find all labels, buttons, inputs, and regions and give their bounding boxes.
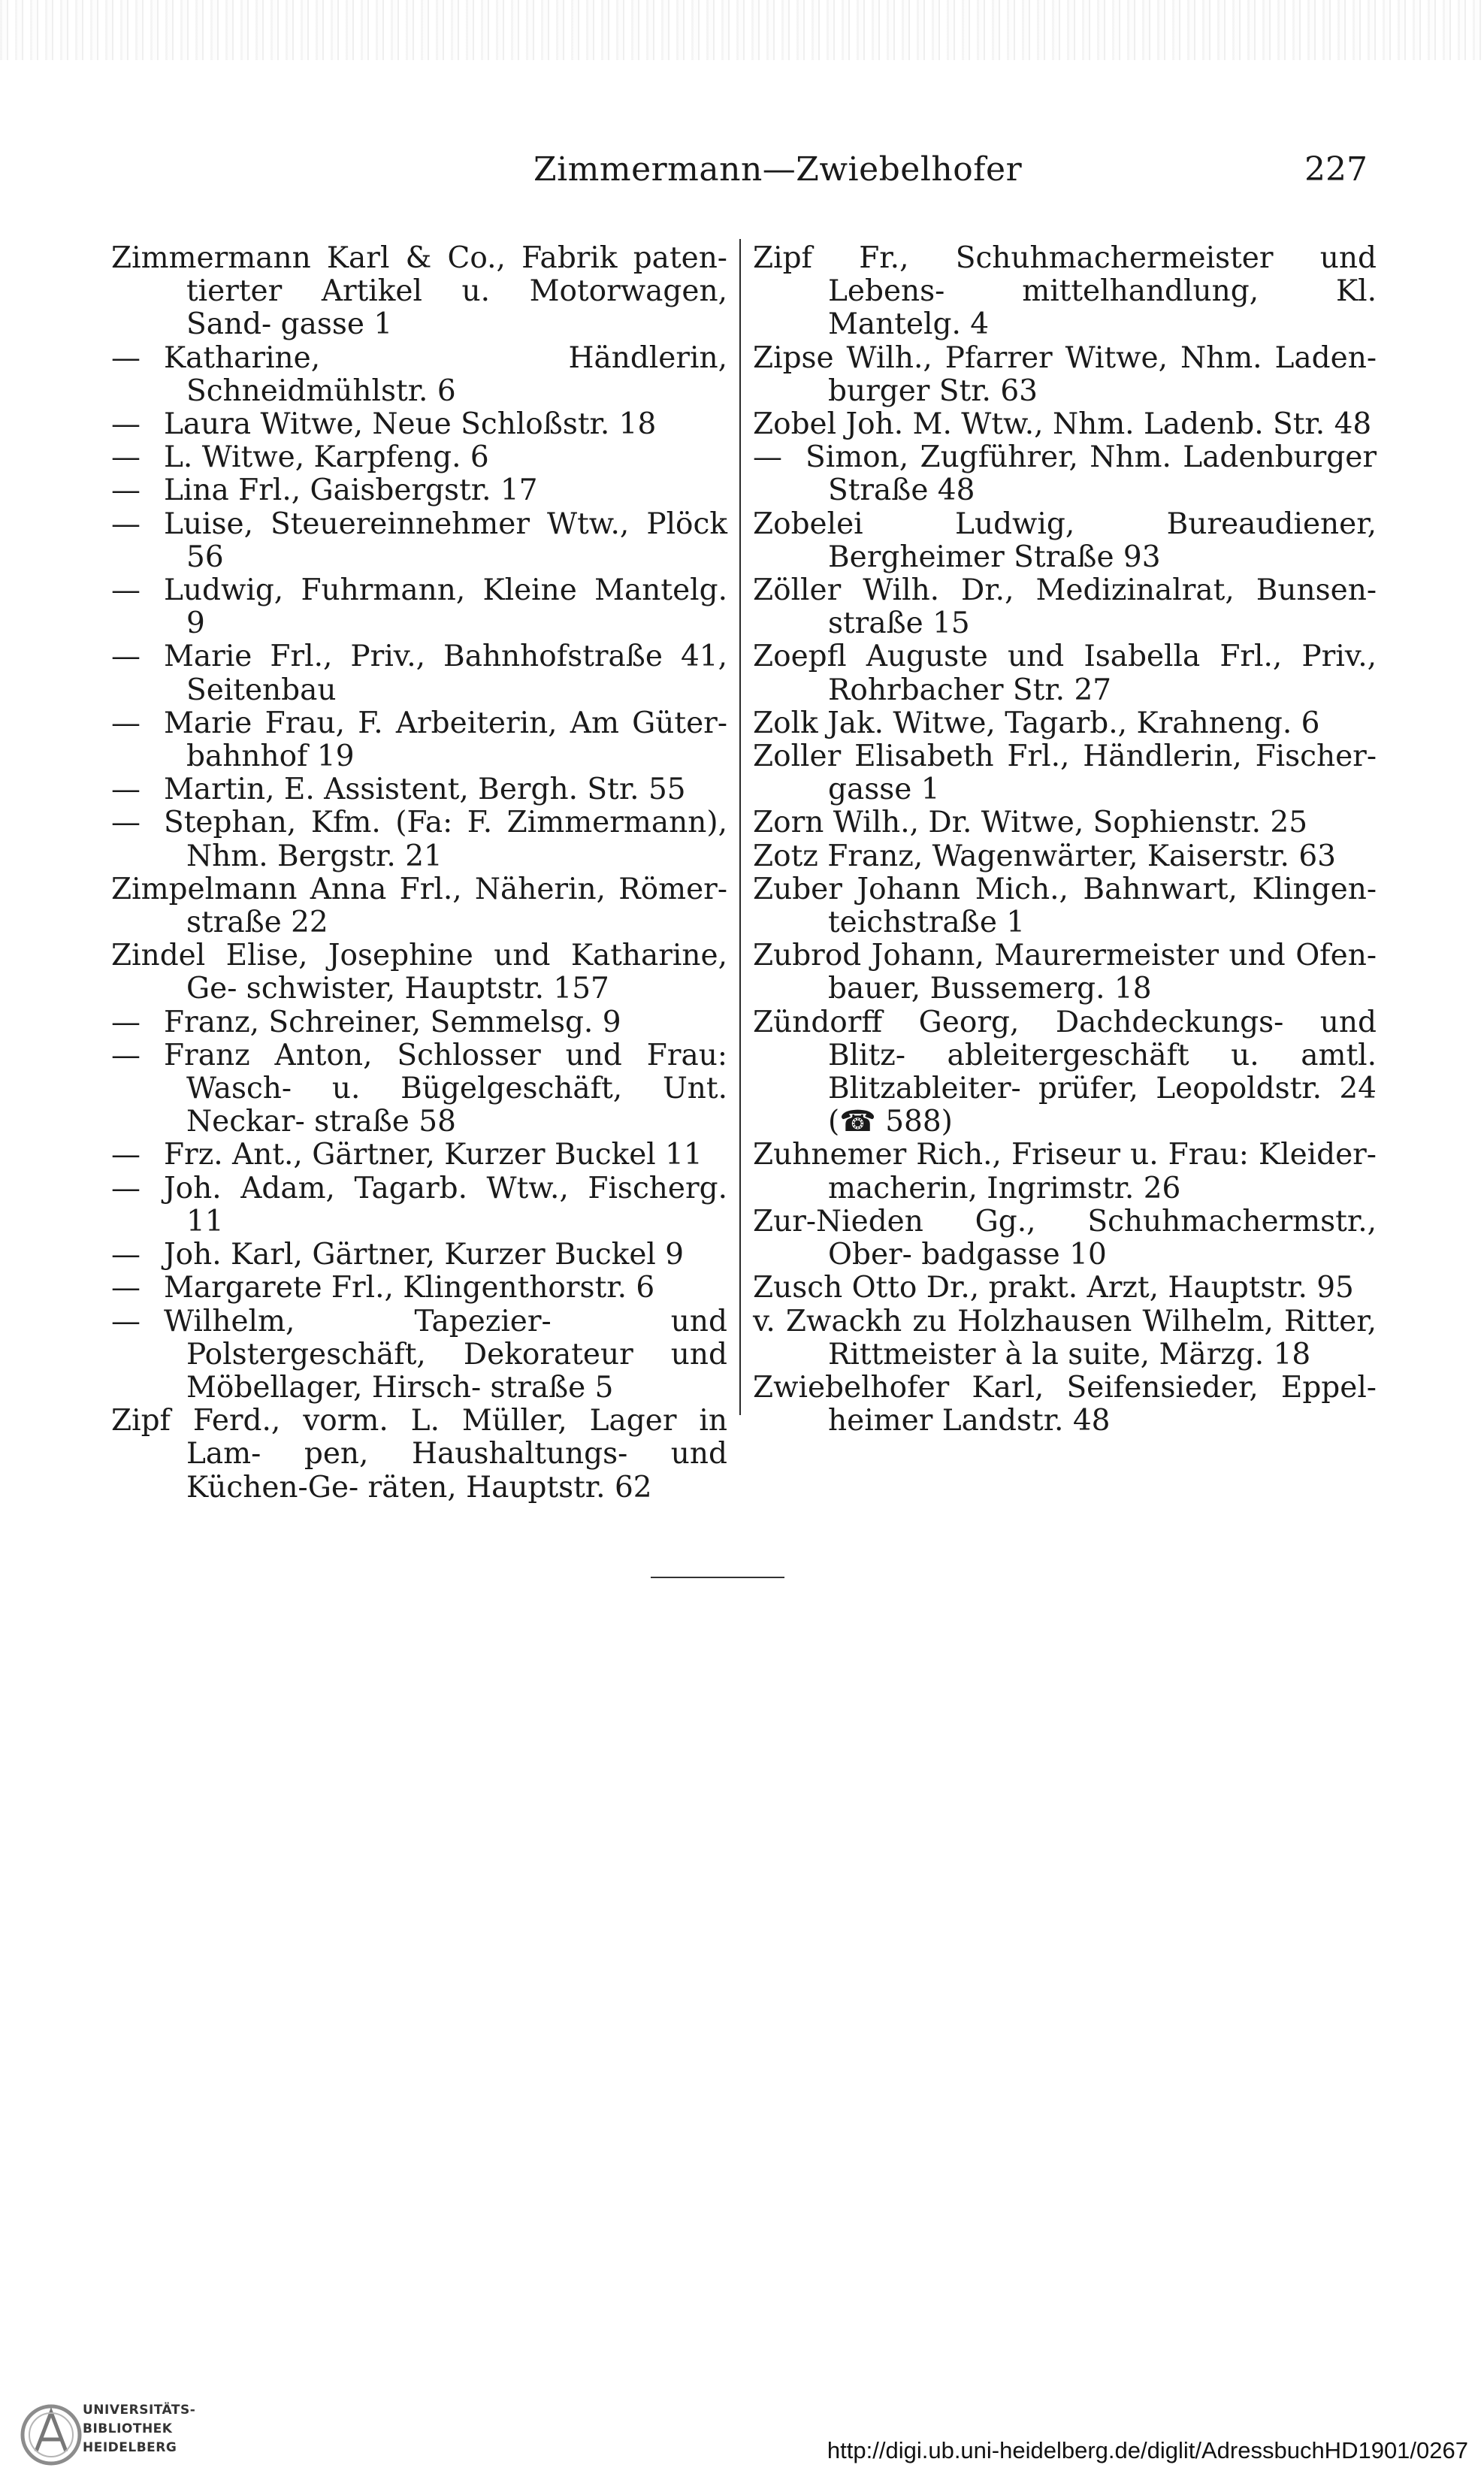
repeat-dash: — <box>111 1138 141 1172</box>
directory-entry <box>111 574 727 640</box>
entry-text: Zobelei Ludwig, Bureaudiener, Bergheimer Straße 93 <box>753 507 1377 574</box>
directory-entry <box>753 740 1377 806</box>
entry-text: Franz, Schreiner, Semmelsg. 9 <box>164 1005 621 1039</box>
entry-text: Zöller Wilh. Dr., Medizinalrat, Bunsen- straße 15 <box>753 573 1377 641</box>
directory-entry <box>111 939 727 1006</box>
repeat-dash: — <box>753 440 782 475</box>
directory-entry <box>111 1039 727 1139</box>
repeat-dash: — <box>111 573 141 608</box>
entry-text: Zwiebelhofer Karl, Seifensieder, Eppel- heimer Landstr. 48 <box>753 1370 1377 1438</box>
entry-text: Zuber Johann Mich., Bahnwart, Klingen- teichstraße 1 <box>753 872 1377 940</box>
directory-entry <box>111 474 727 507</box>
running-head: Zimmermann—Zwiebelhofer <box>533 150 1023 189</box>
right-column <box>753 242 1377 1438</box>
entry-text: Frz. Ant., Gärtner, Kurzer Buckel 11 <box>164 1138 703 1172</box>
directory-entry <box>111 508 727 574</box>
directory-entry <box>111 873 727 939</box>
directory-entry <box>111 1272 727 1305</box>
left-column <box>111 242 727 1505</box>
repeat-dash: — <box>111 1005 141 1039</box>
scan-edge-noise <box>0 0 1484 60</box>
repeat-dash: — <box>111 773 141 807</box>
entry-text: Zindel Elise, Josephine und Katharine, Ge- schwister, Hauptstr. 157 <box>111 939 727 1006</box>
entry-text: Zubrod Johann, Maurermeister und Ofen- bauer, Bussemerg. 18 <box>753 939 1377 1006</box>
entry-text: Katharine, Händlerin, Schneidmühlstr. 6 <box>164 340 727 408</box>
directory-entry <box>111 441 727 474</box>
entry-text: Zusch Otto Dr., prakt. Arzt, Hauptstr. 95 <box>753 1271 1354 1305</box>
directory-entry <box>111 408 727 441</box>
directory-entry <box>111 1405 727 1505</box>
repeat-dash: — <box>111 806 141 840</box>
repeat-dash: — <box>111 1171 141 1205</box>
entry-text: Zipf Ferd., vorm. L. Müller, Lager in Lam- pen, Haushaltungs- und Küchen-Ge- räten, Hauptstr. 62 <box>111 1404 727 1505</box>
directory-entry <box>753 242 1377 342</box>
directory-entry <box>753 707 1377 740</box>
repeat-dash: — <box>111 1038 141 1072</box>
directory-entry <box>753 1305 1377 1372</box>
entry-text: Joh. Adam, Tagarb. Wtw., Fischerg. 11 <box>164 1171 727 1238</box>
entry-text: Zotz Franz, Wagenwärter, Kaiserstr. 63 <box>753 839 1336 873</box>
directory-entry <box>111 1305 727 1405</box>
entry-text: Zoller Elisabeth Frl., Händlerin, Fischer- gasse 1 <box>753 739 1377 807</box>
directory-entry <box>111 1139 727 1172</box>
entry-text: v. Zwackh zu Holzhausen Wilhelm, Ritter, Rittmeister à la suite, Märzg. 18 <box>753 1304 1377 1372</box>
directory-entry <box>753 806 1377 839</box>
end-rule <box>651 1577 784 1578</box>
directory-entry <box>111 342 727 408</box>
entry-text: Luise, Steuereinnehmer Wtw., Plöck 56 <box>164 507 727 574</box>
entry-text: Zündorff Georg, Dachdeckungs- und Blitz- ableitergeschäft u. amtl. Blitzableiter- prüfer, Leopoldstr. 24 (☎ 588) <box>753 1005 1377 1139</box>
entry-text: Laura Witwe, Neue Schloßstr. 18 <box>164 407 657 442</box>
repeat-dash: — <box>111 340 141 375</box>
entry-text: Zolk Jak. Witwe, Tagarb., Krahneng. 6 <box>753 706 1320 740</box>
logo-line-2: BIBLIOTHEK <box>83 2421 173 2436</box>
directory-entry <box>111 806 727 873</box>
directory-entry <box>753 1205 1377 1272</box>
entry-text: Zur-Nieden Gg., Schuhmachermstr., Ober- badgasse 10 <box>753 1204 1377 1272</box>
entry-text: Franz Anton, Schlosser und Frau: Wasch- u. Bügelgeschäft, Unt. Neckar- straße 58 <box>164 1038 727 1139</box>
directory-entry <box>753 640 1377 706</box>
repeat-dash: — <box>111 507 141 541</box>
entry-text: Marie Frl., Priv., Bahnhofstraße 41, Seitenbau <box>164 640 727 707</box>
entry-text: Martin, E. Assistent, Bergh. Str. 55 <box>164 773 686 807</box>
entry-text: Zoepfl Auguste und Isabella Frl., Priv., Rohrbacher Str. 27 <box>753 640 1377 707</box>
repeat-dash: — <box>111 407 141 442</box>
entry-text: Zimpelmann Anna Frl., Näherin, Römer- straße 22 <box>111 872 727 940</box>
directory-entry <box>753 1272 1377 1305</box>
directory-entry <box>111 1172 727 1238</box>
directory-entry <box>753 508 1377 574</box>
library-logo-text <box>83 2401 195 2457</box>
logo-line-3: HEIDELBERG <box>83 2440 177 2455</box>
source-url[interactable]: http://digi.ub.uni-heidelberg.de/diglit/AdressbuchHD1901/0267 <box>827 2437 1468 2463</box>
directory-entry <box>753 939 1377 1006</box>
entry-text: Ludwig, Fuhrmann, Kleine Mantelg. 9 <box>164 573 727 641</box>
directory-entry <box>753 574 1377 640</box>
entry-text: Margarete Frl., Klingenthorstr. 6 <box>164 1271 655 1305</box>
entry-text: Wilhelm, Tapezier- und Polstergeschäft, Dekorateur und Möbellager, Hirsch- straße 5 <box>164 1304 727 1405</box>
entry-text: Zipf Fr., Schuhmachermeister und Lebens- mittelhandlung, Kl. Mantelg. 4 <box>753 241 1377 342</box>
repeat-dash: — <box>111 473 141 508</box>
page-number: 227 <box>1304 150 1368 189</box>
entry-text: Zuhnemer Rich., Friseur u. Frau: Kleider- macherin, Ingrimstr. 26 <box>753 1138 1377 1205</box>
directory-entry <box>753 1006 1377 1139</box>
directory-entry <box>753 873 1377 939</box>
entry-text: Zipse Wilh., Pfarrer Witwe, Nhm. Laden- burger Str. 63 <box>753 340 1377 408</box>
repeat-dash: — <box>111 1304 141 1338</box>
column-divider <box>739 239 741 1415</box>
entry-text: Zobel Joh. M. Wtw., Nhm. Ladenb. Str. 48 <box>753 407 1372 442</box>
directory-entry <box>111 242 727 342</box>
directory-entry <box>111 1238 727 1272</box>
directory-entry <box>753 1139 1377 1205</box>
entry-text: Simon, Zugführer, Nhm. Ladenburger Straße 48 <box>805 440 1377 508</box>
directory-entry <box>753 1372 1377 1438</box>
entry-text: L. Witwe, Karpfeng. 6 <box>164 440 489 475</box>
entry-text: Lina Frl., Gaisbergstr. 17 <box>164 473 538 508</box>
entry-text: Joh. Karl, Gärtner, Kurzer Buckel 9 <box>164 1238 685 1272</box>
logo-line-1: UNIVERSITÄTS- <box>83 2403 196 2418</box>
entry-text: Zorn Wilh., Dr. Witwe, Sophienstr. 25 <box>753 806 1308 840</box>
repeat-dash: — <box>111 1271 141 1305</box>
directory-entry <box>753 441 1377 507</box>
directory-entry <box>753 408 1377 441</box>
entry-text: Zimmermann Karl & Co., Fabrik paten- tierter Artikel u. Motorwagen, Sand- gasse 1 <box>111 241 727 342</box>
directory-entry <box>753 840 1377 873</box>
directory-entry <box>111 707 727 773</box>
entry-text: Marie Frau, F. Arbeiterin, Am Güter- bahnhof 19 <box>164 706 727 774</box>
directory-entry <box>111 1006 727 1039</box>
repeat-dash: — <box>111 440 141 475</box>
directory-entry <box>753 342 1377 408</box>
repeat-dash: — <box>111 640 141 674</box>
directory-entry <box>111 773 727 806</box>
repeat-dash: — <box>111 1238 141 1272</box>
directory-entry <box>111 640 727 706</box>
repeat-dash: — <box>111 706 141 740</box>
entry-text: Stephan, Kfm. (Fa: F. Zimmermann), Nhm. Bergstr. 21 <box>164 806 727 873</box>
